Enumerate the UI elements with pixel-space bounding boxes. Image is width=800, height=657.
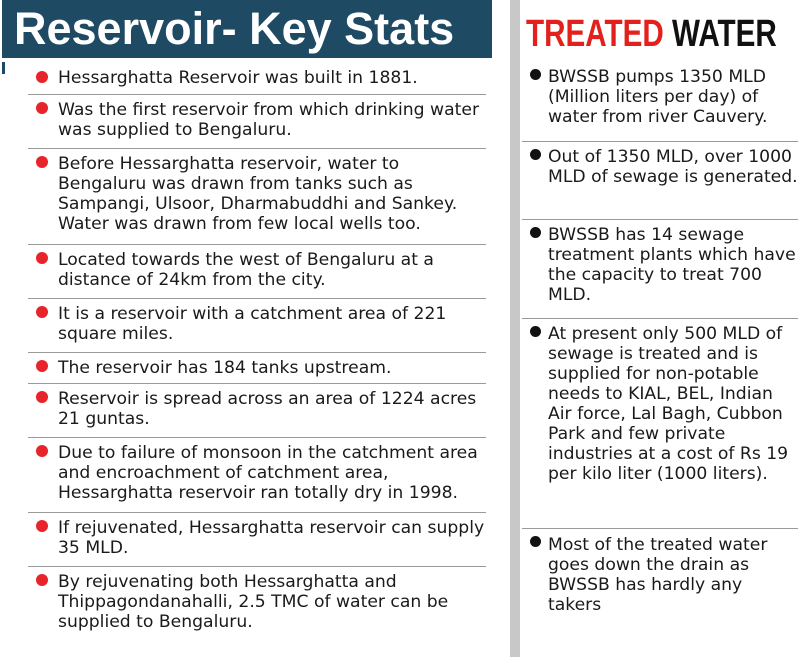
list-item-text: If rejuvenated, Hessarghatta reservoir can supply 35 MLD. [58, 518, 485, 558]
red-bullet-icon [36, 306, 48, 318]
list-item-text: BWSSB has 14 sewage treatment plants which have the capacity to treat 700 MLD. [548, 225, 796, 305]
black-bullet-icon [530, 326, 541, 337]
panel-divider [510, 0, 520, 657]
title-accent-rule [2, 62, 5, 74]
list-item-text: Most of the treated water goes down the drain as BWSSB has hardly any takers [548, 535, 768, 615]
red-bullet-icon [36, 156, 48, 168]
red-bullet-icon [36, 102, 48, 114]
list-item [28, 353, 486, 384]
treated-water-panel [510, 0, 800, 657]
list-item [522, 529, 798, 637]
red-bullet-icon [36, 574, 48, 586]
red-bullet-icon [36, 360, 48, 372]
treated-water-list [522, 62, 798, 637]
list-item [28, 438, 486, 513]
list-item-text: Reservoir is spread across an area of 1224 acres 21 guntas. [58, 389, 477, 429]
list-item [28, 149, 486, 245]
black-bullet-icon [530, 149, 541, 160]
list-item-text: Hessarghatta Reservoir was built in 1881. [58, 68, 418, 88]
red-bullet-icon [36, 71, 48, 83]
title-black-word: WATER [672, 13, 777, 55]
title-text: Reservoir- Key Stats [14, 3, 455, 54]
red-bullet-icon [36, 520, 48, 532]
list-item [28, 384, 486, 438]
list-item-text: Was the first reservoir from which drinking water was supplied to Bengaluru. [58, 100, 480, 140]
list-item-text: The reservoir has 184 tanks upstream. [58, 358, 392, 378]
list-item [28, 567, 486, 643]
red-bullet-icon [36, 391, 48, 403]
list-item [28, 245, 486, 299]
list-item [522, 142, 798, 220]
black-bullet-icon [530, 536, 541, 547]
list-item-text: At present only 500 MLD of sewage is treated and is supplied for non-potable needs to KIAL, BEL, Indian Air force, Lal Bagh, Cubbon Park and few private industries at a cost of Rs 19 per kilo liter (1000 liters). [548, 324, 789, 484]
black-bullet-icon [530, 69, 541, 80]
list-item [28, 95, 486, 149]
title-red-word: TREATED [526, 13, 664, 55]
list-item [28, 513, 486, 567]
list-item-text: By rejuvenating both Hessarghatta and Thippagondanahalli, 2.5 TMC of water can be supplied to Bengaluru. [58, 572, 449, 632]
list-item-text: BWSSB pumps 1350 MLD (Million liters per day) of water from river Cauvery. [548, 67, 768, 127]
list-item [28, 64, 486, 95]
treated-water-title [526, 8, 777, 60]
black-bullet-icon [530, 227, 541, 238]
list-item-text: Out of 1350 MLD, over 1000 MLD of sewage is generated. [548, 147, 798, 187]
list-item-text: It is a reservoir with a catchment area of 221 square miles. [58, 304, 447, 344]
list-item [28, 299, 486, 353]
list-item-text: Due to failure of monsoon in the catchment area and encroachment of catchment area, Hessarghatta reservoir ran totally dry in 1998. [58, 443, 478, 503]
list-item [522, 220, 798, 319]
list-item [522, 319, 798, 529]
reservoir-key-stats-title [2, 0, 492, 58]
list-item-text: Located towards the west of Bengaluru at a distance of 24km from the city. [58, 250, 434, 290]
list-item [522, 62, 798, 142]
red-bullet-icon [36, 252, 48, 264]
reservoir-stats-list [28, 64, 486, 643]
red-bullet-icon [36, 445, 48, 457]
list-item-text: Before Hessarghatta reservoir, water to Bengaluru was drawn from tanks such as Sampangi, Ulsoor, Dharmabuddhi and Sankey. Water was drawn from few local wells too. [58, 154, 458, 234]
